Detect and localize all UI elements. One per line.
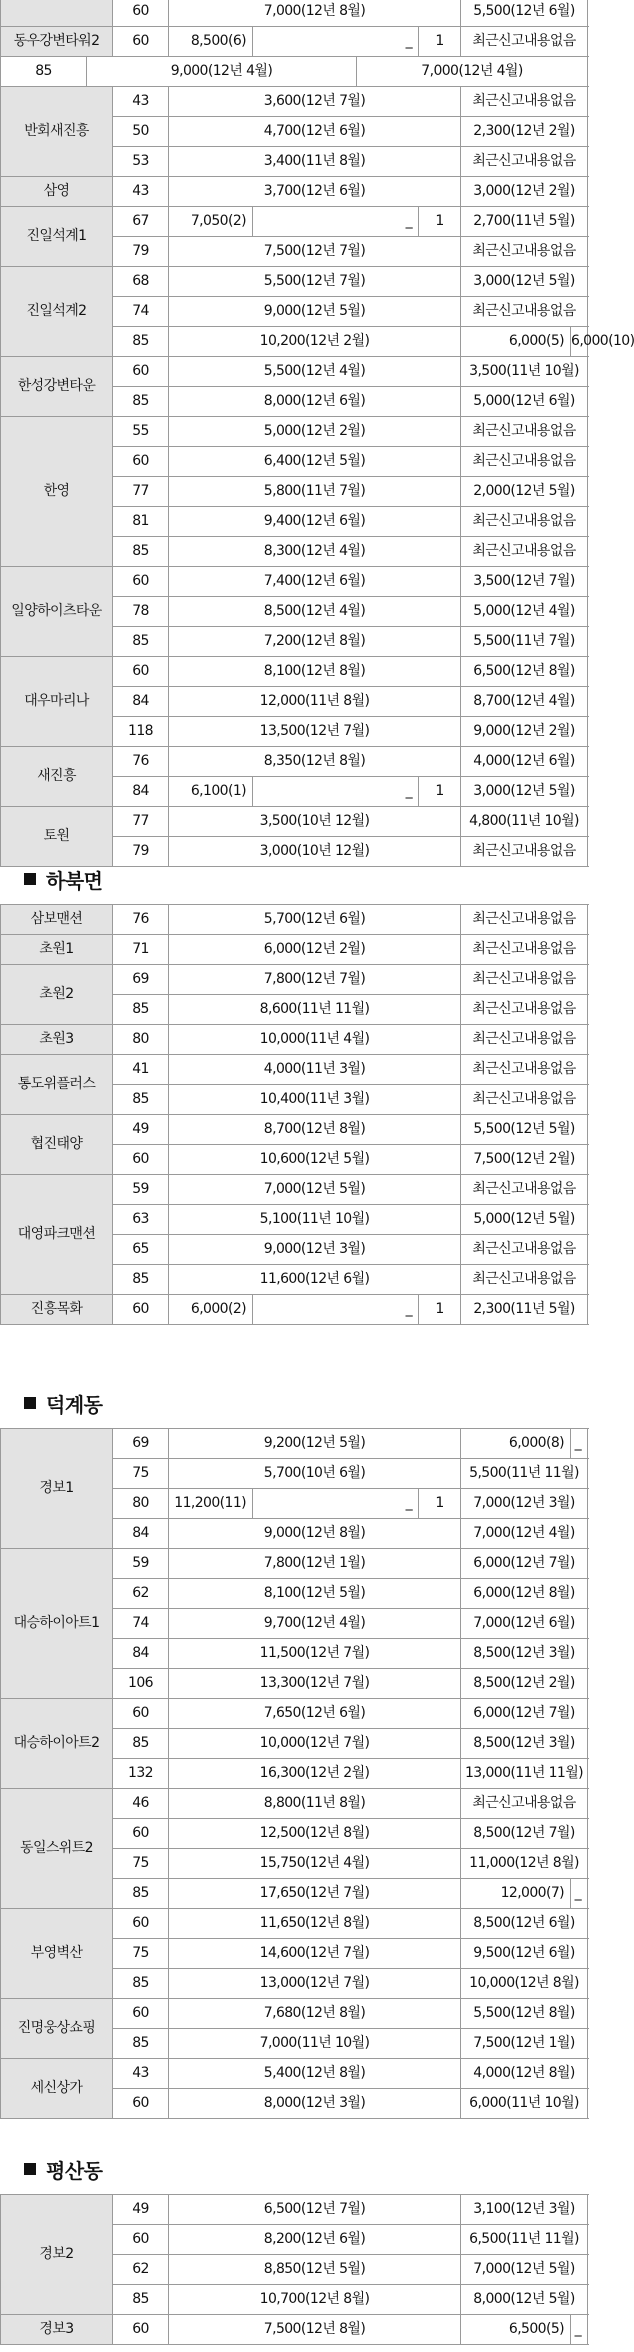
sale-price: 5,800(11년 7월) <box>169 477 461 507</box>
area-cell: 49 <box>113 2195 169 2225</box>
count-cell: 1 <box>419 207 461 237</box>
price-table <box>0 1428 588 2119</box>
sale-price: 5,500(12년 7월) <box>169 267 461 297</box>
rent-price: 8,500(12년 6월) <box>461 1909 588 1939</box>
rent-price: 8,500(12년 3월) <box>461 1639 588 1669</box>
sale-price: 9,000(12년 8월) <box>169 1519 461 1549</box>
rent-price: 2,300(11년 5월) <box>461 1295 588 1325</box>
sale-price: 8,800(11년 8월) <box>169 1789 461 1819</box>
area-cell: 60 <box>113 1909 169 1939</box>
sale-price: 6,400(12년 5월) <box>169 447 461 477</box>
rent-price: 12,000(7) <box>461 1879 571 1909</box>
price-table <box>0 904 588 1325</box>
rent-price: 최근신고내용없음 <box>461 147 588 177</box>
rent-price: 5,500(12년 5월) <box>461 1115 588 1145</box>
area-cell: 79 <box>113 837 169 867</box>
area-cell: 77 <box>113 477 169 507</box>
square-bullet-icon <box>24 873 36 885</box>
sale-price: 9,200(12년 5월) <box>169 1429 461 1459</box>
dash-cell: _ <box>253 1489 419 1519</box>
sale-price: 7,500(12년 7월) <box>169 237 461 267</box>
area-cell: 69 <box>113 965 169 995</box>
rent-price: 5,500(11년 7월) <box>461 627 588 657</box>
area-cell: 43 <box>113 177 169 207</box>
rent-price: 최근신고내용없음 <box>461 935 588 965</box>
complex-name: 대영파크맨션 <box>1 1175 113 1295</box>
sale-price: 4,700(12년 6월) <box>169 117 461 147</box>
area-cell: 60 <box>113 1295 169 1325</box>
area-cell: 60 <box>113 567 169 597</box>
rent-price: 최근신고내용없음 <box>461 1055 588 1085</box>
rent-price: 4,800(11년 10월) <box>461 807 588 837</box>
area-cell: 60 <box>113 2315 169 2345</box>
sale-price: 8,200(12년 6월) <box>169 2225 461 2255</box>
area-cell: 75 <box>113 1849 169 1879</box>
sale-price: 11,650(12년 8월) <box>169 1909 461 1939</box>
rent-price: 7,000(12년 3월) <box>461 1489 588 1519</box>
area-cell: 67 <box>113 207 169 237</box>
rent-price: 11,000(12년 8월) <box>461 1849 588 1879</box>
complex-name: 경보2 <box>1 2195 113 2315</box>
sale-price: 10,000(11년 4월) <box>169 1025 461 1055</box>
area-cell: 60 <box>113 2089 169 2119</box>
area-cell: 78 <box>113 597 169 627</box>
table-row <box>1 657 588 687</box>
table-row <box>1 1699 588 1729</box>
sale-price: 3,500(10년 12월) <box>169 807 461 837</box>
dash-cell: _ <box>253 207 419 237</box>
count-cell: 1 <box>419 1489 461 1519</box>
area-cell: 60 <box>113 1145 169 1175</box>
area-cell: 80 <box>113 1025 169 1055</box>
complex-name: 삼영 <box>1 177 113 207</box>
complex-name: 진일석계2 <box>1 267 113 357</box>
rent-price: 3,500(11년 10월) <box>461 357 588 387</box>
rent-price: 5,500(11년 11월) <box>461 1459 588 1489</box>
rent-price: 9,500(12년 6월) <box>461 1939 588 1969</box>
area-cell: 75 <box>113 1459 169 1489</box>
sale-price: 9,000(12년 3월) <box>169 1235 461 1265</box>
complex-name: 초원1 <box>1 935 113 965</box>
area-cell: 85 <box>113 1265 169 1295</box>
table-row <box>1 177 588 207</box>
rent-price: 최근신고내용없음 <box>461 417 588 447</box>
rent-price: 7,000(12년 6월) <box>461 1609 588 1639</box>
rent-price: 최근신고내용없음 <box>461 297 588 327</box>
complex-name: 일양하이츠타운 <box>1 567 113 657</box>
sale-price: 7,400(12년 6월) <box>169 567 461 597</box>
section-heading <box>24 864 102 894</box>
sale-price: 7,000(11년 10월) <box>169 2029 461 2059</box>
sale-price: 6,000(12년 2월) <box>169 935 461 965</box>
table-row <box>1 1025 588 1055</box>
complex-name: 초원2 <box>1 965 113 1025</box>
rent-price: 8,500(12년 3월) <box>461 1729 588 1759</box>
sale-price: 9,000(12년 4월) <box>87 57 357 87</box>
area-cell: 62 <box>113 2255 169 2285</box>
sale-price: 4,000(11년 3월) <box>169 1055 461 1085</box>
section-heading <box>24 2154 102 2184</box>
table-row <box>1 1999 588 2029</box>
price-table <box>0 0 634 867</box>
sale-price: 11,500(12년 7월) <box>169 1639 461 1669</box>
area-cell: 84 <box>113 777 169 807</box>
area-cell: 60 <box>113 1999 169 2029</box>
rent-price: 최근신고내용없음 <box>461 837 588 867</box>
dash-cell: _ <box>253 777 419 807</box>
area-cell: 74 <box>113 1609 169 1639</box>
table-row <box>1 567 588 597</box>
area-cell: 79 <box>113 237 169 267</box>
complex-name: 진흥목화 <box>1 1295 113 1325</box>
rent-price: 6,000(5) <box>461 327 571 357</box>
rent-price: 최근신고내용없음 <box>461 537 588 567</box>
rent-price: 최근신고내용없음 <box>461 447 588 477</box>
sale-price: 15,750(12년 4월) <box>169 1849 461 1879</box>
sale-price: 5,700(10년 6월) <box>169 1459 461 1489</box>
rent-price: 최근신고내용없음 <box>461 1175 588 1205</box>
rent-price: 5,000(12년 4월) <box>461 597 588 627</box>
rent-price: 3,000(12년 2월) <box>461 177 588 207</box>
rent-price: 최근신고내용없음 <box>461 1265 588 1295</box>
sale-price: 3,700(12년 6월) <box>169 177 461 207</box>
square-bullet-icon <box>24 1397 36 1409</box>
sale-price: 5,700(12년 6월) <box>169 905 461 935</box>
complex-name: 세신상가 <box>1 2059 113 2119</box>
sale-price: 8,700(12년 8월) <box>169 1115 461 1145</box>
sale-price: 12,000(11년 8월) <box>169 687 461 717</box>
area-cell: 49 <box>113 1115 169 1145</box>
area-cell: 60 <box>113 2225 169 2255</box>
table-row <box>1 1789 588 1819</box>
rent-price: 6,000(12년 7월) <box>461 1549 588 1579</box>
area-cell: 85 <box>113 1729 169 1759</box>
complex-name: 동일스위트2 <box>1 1789 113 1909</box>
rent-price: 10,000(12년 8월) <box>461 1969 588 1999</box>
area-cell: 85 <box>113 627 169 657</box>
table-row <box>1 965 588 995</box>
table-row <box>1 0 588 27</box>
sale-price: 5,000(12년 2월) <box>169 417 461 447</box>
rent-price: 7,500(12년 2월) <box>461 1145 588 1175</box>
rent-price: 8,700(12년 4월) <box>461 687 588 717</box>
table-row <box>1 207 588 237</box>
area-cell: 69 <box>113 1429 169 1459</box>
rent-price: 5,500(12년 8월) <box>461 1999 588 2029</box>
sale-price: 6,500(12년 7월) <box>169 2195 461 2225</box>
count-cell: 1 <box>419 1295 461 1325</box>
sale-price: 8,000(12년 3월) <box>169 2089 461 2119</box>
complex-name: 경보1 <box>1 1429 113 1549</box>
area-cell: 84 <box>113 1519 169 1549</box>
area-cell: 60 <box>113 1819 169 1849</box>
rent-price: 6,000(11년 10월) <box>461 2089 588 2119</box>
complex-name: 대승하이아트1 <box>1 1549 113 1699</box>
complex-name: 통도위플러스 <box>1 1055 113 1115</box>
table-row <box>1 1549 588 1579</box>
rent-price: 4,000(12년 8월) <box>461 2059 588 2089</box>
table-row <box>1 1295 588 1325</box>
rent-price: 3,000(12년 5월) <box>461 267 588 297</box>
sale-price: 10,600(12년 5월) <box>169 1145 461 1175</box>
table-row <box>1 27 588 57</box>
area-cell: 60 <box>113 1699 169 1729</box>
sale-price: 3,000(10년 12월) <box>169 837 461 867</box>
rent-price: 최근신고내용없음 <box>461 1789 588 1819</box>
sale-price: 5,400(12년 8월) <box>169 2059 461 2089</box>
rent-price: 6,500(12년 8월) <box>461 657 588 687</box>
table-row <box>1 807 588 837</box>
rent-price: 4,000(12년 6월) <box>461 747 588 777</box>
area-cell: 132 <box>113 1759 169 1789</box>
sale-price: 7,050(2) <box>169 207 253 237</box>
area-cell: 85 <box>1 57 87 87</box>
sale-price: 8,500(12년 4월) <box>169 597 461 627</box>
rent-price: 6,000(8) <box>461 1429 571 1459</box>
area-cell: 55 <box>113 417 169 447</box>
area-cell: 71 <box>113 935 169 965</box>
square-bullet-icon <box>24 2163 36 2175</box>
sale-price: 8,500(6) <box>169 27 253 57</box>
price-table <box>0 2194 588 2345</box>
sale-price: 6,000(2) <box>169 1295 253 1325</box>
sale-price: 10,200(12년 2월) <box>169 327 461 357</box>
area-cell: 60 <box>113 27 169 57</box>
rent-price: 최근신고내용없음 <box>461 1025 588 1055</box>
sale-price: 17,650(12년 7월) <box>169 1879 461 1909</box>
rent-price: 5,000(12년 5월) <box>461 1205 588 1235</box>
rent-price: 최근신고내용없음 <box>461 27 588 57</box>
sale-price: 7,650(12년 6월) <box>169 1699 461 1729</box>
rent-price: 3,100(12년 3월) <box>461 2195 588 2225</box>
sale-price: 8,100(12년 5월) <box>169 1579 461 1609</box>
sale-price: 9,700(12년 4월) <box>169 1609 461 1639</box>
area-cell: 43 <box>113 2059 169 2089</box>
table-row <box>1 357 588 387</box>
area-cell: 60 <box>113 0 169 27</box>
complex-name: 부영벽산 <box>1 1909 113 1999</box>
sale-price: 12,500(12년 8월) <box>169 1819 461 1849</box>
rent-price: 2,300(12년 2월) <box>461 117 588 147</box>
complex-name: 경보3 <box>1 2315 113 2345</box>
table-row <box>1 2059 588 2089</box>
area-cell: 65 <box>113 1235 169 1265</box>
area-cell: 53 <box>113 147 169 177</box>
dash-cell: _ <box>571 1429 588 1459</box>
sale-price: 7,800(12년 1월) <box>169 1549 461 1579</box>
rent-price: 13,000(11년 11월) <box>461 1759 588 1789</box>
complex-name: 새진흥 <box>1 747 113 807</box>
area-cell: 76 <box>113 747 169 777</box>
area-cell: 85 <box>113 2285 169 2315</box>
sale-price: 13,500(12년 7월) <box>169 717 461 747</box>
area-cell: 41 <box>113 1055 169 1085</box>
sale-price: 14,600(12년 7월) <box>169 1939 461 1969</box>
sale-price: 8,350(12년 8월) <box>169 747 461 777</box>
area-cell: 75 <box>113 1939 169 1969</box>
sale-price: 7,000(12년 5월) <box>169 1175 461 1205</box>
table-row <box>1 1429 588 1459</box>
sale-price: 7,000(12년 8월) <box>169 0 461 27</box>
area-cell: 60 <box>113 657 169 687</box>
sale-price: 3,600(12년 7월) <box>169 87 461 117</box>
area-cell: 80 <box>113 1489 169 1519</box>
dash-cell: _ <box>253 1295 419 1325</box>
dash-cell: _ <box>571 2315 588 2345</box>
complex-name: 한성강변타운 <box>1 357 113 417</box>
sale-price: 9,000(12년 5월) <box>169 297 461 327</box>
complex-name <box>1 0 113 27</box>
rent-price: 3,000(12년 5월) <box>461 777 588 807</box>
sale-price: 7,500(12년 8월) <box>169 2315 461 2345</box>
table-row <box>1 2195 588 2225</box>
rent-price: 최근신고내용없음 <box>461 905 588 935</box>
rent-price: 최근신고내용없음 <box>461 507 588 537</box>
sale-price: 16,300(12년 2월) <box>169 1759 461 1789</box>
table-row <box>1 1175 588 1205</box>
table-row <box>1 87 588 117</box>
rent-price: 3,500(12년 7월) <box>461 567 588 597</box>
complex-name: 진일석계1 <box>1 207 113 267</box>
rent-price: 최근신고내용없음 <box>461 87 588 117</box>
complex-name: 반회새진흥 <box>1 87 113 177</box>
rent-price: 최근신고내용없음 <box>461 237 588 267</box>
area-cell: 118 <box>113 717 169 747</box>
rent-price: 2,000(12년 5월) <box>461 477 588 507</box>
rent-price: 6,000(12년 7월) <box>461 1699 588 1729</box>
area-cell: 106 <box>113 1669 169 1699</box>
section-title: 평산동 <box>46 2158 103 2183</box>
count-cell: 1 <box>419 27 461 57</box>
area-cell: 74 <box>113 297 169 327</box>
complex-name: 대우마리나 <box>1 657 113 747</box>
sale-price: 13,300(12년 7월) <box>169 1669 461 1699</box>
sale-price: 11,200(11) <box>169 1489 253 1519</box>
rent-price: 최근신고내용없음 <box>461 995 588 1025</box>
table-row <box>1 1115 588 1145</box>
sale-price: 5,100(11년 10월) <box>169 1205 461 1235</box>
rent-price-2: 6,000(10) <box>571 327 588 357</box>
sale-price: 13,000(12년 7월) <box>169 1969 461 1999</box>
complex-name: 대승하이아트2 <box>1 1699 113 1789</box>
table-row <box>1 935 588 965</box>
rent-price: 5,500(12년 6월) <box>461 0 588 27</box>
table-row <box>1 1055 588 1085</box>
sale-price: 7,800(12년 7월) <box>169 965 461 995</box>
sale-price: 7,680(12년 8월) <box>169 1999 461 2029</box>
rent-price: 최근신고내용없음 <box>461 1235 588 1265</box>
area-cell: 77 <box>113 807 169 837</box>
rent-price: 6,000(12년 8월) <box>461 1579 588 1609</box>
section-heading <box>24 1388 102 1418</box>
rent-price: 최근신고내용없음 <box>461 1085 588 1115</box>
complex-name: 동우강변타워2 <box>1 27 113 57</box>
rent-price: 6,500(5) <box>461 2315 571 2345</box>
sale-price: 8,100(12년 8월) <box>169 657 461 687</box>
rent-price: 8,500(12년 2월) <box>461 1669 588 1699</box>
table-row <box>1 747 588 777</box>
table-row <box>1 267 588 297</box>
area-cell: 84 <box>113 687 169 717</box>
sale-price: 10,000(12년 7월) <box>169 1729 461 1759</box>
sale-price: 3,400(11년 8월) <box>169 147 461 177</box>
area-cell: 62 <box>113 1579 169 1609</box>
complex-name: 진명웅상쇼핑 <box>1 1999 113 2059</box>
rent-price: 6,500(11년 11월) <box>461 2225 588 2255</box>
rent-price: 5,000(12년 6월) <box>461 387 588 417</box>
rent-price: 7,000(12년 4월) <box>357 57 588 87</box>
area-cell: 60 <box>113 447 169 477</box>
area-cell: 85 <box>113 387 169 417</box>
table-row <box>1 905 588 935</box>
complex-name: 초원3 <box>1 1025 113 1055</box>
sale-price: 5,500(12년 4월) <box>169 357 461 387</box>
sale-price: 7,200(12년 8월) <box>169 627 461 657</box>
area-cell: 85 <box>113 1085 169 1115</box>
area-cell: 85 <box>113 1969 169 1999</box>
section-title: 덕계동 <box>46 1392 103 1417</box>
complex-name: 한영 <box>1 417 113 567</box>
sale-price: 8,000(12년 6월) <box>169 387 461 417</box>
rent-price: 9,000(12년 2월) <box>461 717 588 747</box>
sale-price: 8,300(12년 4월) <box>169 537 461 567</box>
rent-price: 8,500(12년 7월) <box>461 1819 588 1849</box>
area-cell: 85 <box>113 995 169 1025</box>
section-title: 하북면 <box>46 868 103 893</box>
area-cell: 46 <box>113 1789 169 1819</box>
dash-cell: _ <box>253 27 419 57</box>
area-cell: 63 <box>113 1205 169 1235</box>
area-cell: 85 <box>113 537 169 567</box>
area-cell: 50 <box>113 117 169 147</box>
rent-price: 7,000(12년 5월) <box>461 2255 588 2285</box>
area-cell: 76 <box>113 905 169 935</box>
sale-price: 9,400(12년 6월) <box>169 507 461 537</box>
complex-name: 협진태양 <box>1 1115 113 1175</box>
rent-price: 7,000(12년 4월) <box>461 1519 588 1549</box>
area-cell: 68 <box>113 267 169 297</box>
area-cell: 85 <box>113 327 169 357</box>
area-cell: 81 <box>113 507 169 537</box>
area-cell: 43 <box>113 87 169 117</box>
sale-price: 8,600(11년 11월) <box>169 995 461 1025</box>
area-cell: 59 <box>113 1175 169 1205</box>
sale-price: 11,600(12년 6월) <box>169 1265 461 1295</box>
sale-price: 10,400(11년 3월) <box>169 1085 461 1115</box>
table-row <box>1 2315 588 2345</box>
rent-price: 2,700(11년 5월) <box>461 207 588 237</box>
table-row <box>1 1909 588 1939</box>
sale-price: 10,700(12년 8월) <box>169 2285 461 2315</box>
complex-name: 토원 <box>1 807 113 867</box>
area-cell: 84 <box>113 1639 169 1669</box>
table-row <box>1 57 588 87</box>
area-cell: 85 <box>113 2029 169 2059</box>
table-row <box>1 417 588 447</box>
sale-price: 6,100(1) <box>169 777 253 807</box>
rent-price: 최근신고내용없음 <box>461 965 588 995</box>
area-cell: 85 <box>113 1879 169 1909</box>
sale-price: 8,850(12년 5월) <box>169 2255 461 2285</box>
complex-name: 삼보맨션 <box>1 905 113 935</box>
count-cell: 1 <box>419 777 461 807</box>
area-cell: 59 <box>113 1549 169 1579</box>
rent-price: 8,000(12년 5월) <box>461 2285 588 2315</box>
rent-price: 7,500(12년 1월) <box>461 2029 588 2059</box>
area-cell: 60 <box>113 357 169 387</box>
dash-cell: _ <box>571 1879 588 1909</box>
